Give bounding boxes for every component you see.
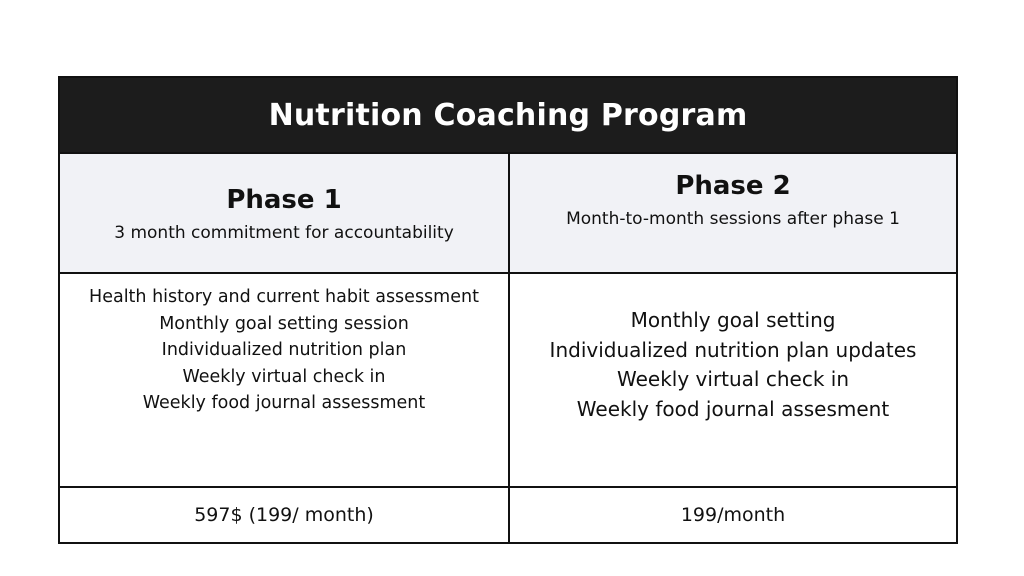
pricing-table — [58, 76, 958, 544]
phase-1-features — [60, 274, 508, 486]
phase-2-features — [510, 274, 956, 486]
phase-2-feature-item: Individualized nutrition plan updates — [549, 337, 917, 362]
phase-2-feature-item: Monthly goal setting — [630, 308, 836, 332]
column-divider — [508, 154, 510, 542]
phase-2-subtitle: Month-to-month sessions after phase 1 — [566, 209, 900, 229]
phase-1-feature-item: Health history and current habit assessment — [89, 287, 479, 307]
phase-1-feature-item: Individualized nutrition plan — [161, 340, 407, 360]
phase-1-price: 597$ (199/ month) — [194, 504, 374, 526]
phase-2-feature-item: Weekly food journal assesment — [576, 396, 890, 421]
phase-2-title: Phase 2 — [675, 171, 791, 201]
phase-1-subtitle: 3 month commitment for accountability — [114, 223, 454, 243]
phase-1-feature-item: Weekly food journal assessment — [142, 393, 426, 413]
phase-2-header-cell — [510, 154, 956, 272]
phase-2-price: 199/month — [680, 504, 786, 526]
table-header — [60, 78, 956, 154]
page-title: Nutrition Coaching Program — [268, 97, 748, 133]
phase-1-header-cell — [60, 154, 508, 272]
phase-1-feature-item: Weekly virtual check in — [182, 366, 386, 387]
phase-2-feature-item: Weekly virtual check in — [617, 367, 849, 391]
phase-1-feature-item: Monthly goal setting session — [159, 313, 409, 334]
phase-1-title: Phase 1 — [226, 185, 342, 215]
